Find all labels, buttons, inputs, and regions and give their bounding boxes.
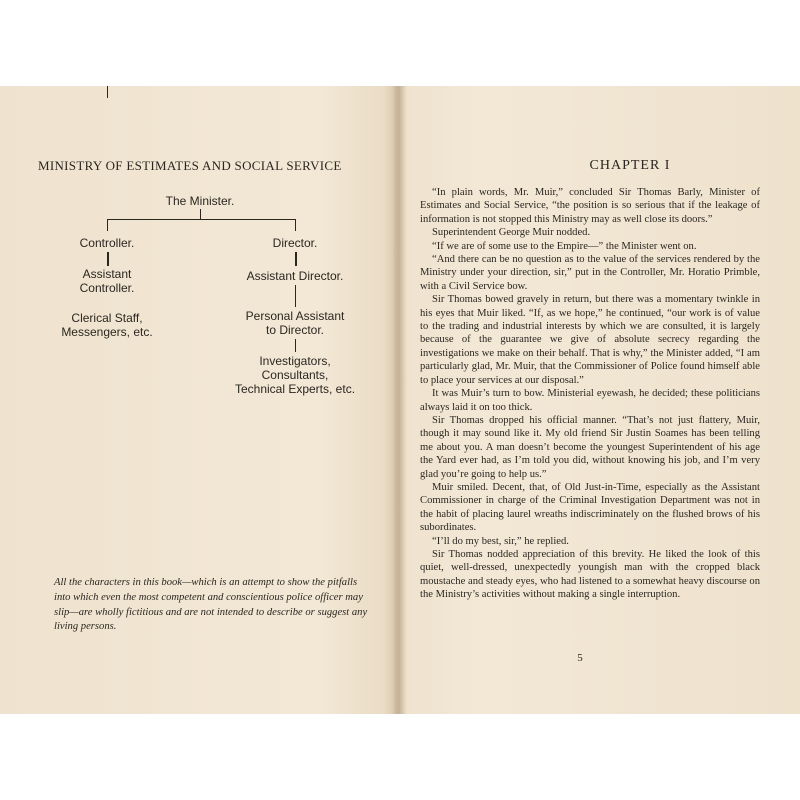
clerical-staff-line-1: Clerical Staff, xyxy=(71,311,143,325)
connector-branch xyxy=(107,219,295,220)
personal-assistant-line-1: Personal Assistant xyxy=(245,309,345,323)
connector-personal-assistant xyxy=(295,285,296,307)
connector-investigators xyxy=(295,339,296,352)
org-chart xyxy=(0,86,395,466)
org-node-personal-assistant xyxy=(235,309,355,337)
disclaimer-text: All the characters in this book—which is an attempt to show the pitfalls into which even the most competent and conscientious police officer may slip—are wholly fictitious and are not intended to describe or suggest any living persons. xyxy=(54,577,368,633)
connector-clerical xyxy=(107,86,108,98)
org-node-clerical-staff xyxy=(52,311,162,339)
paragraph: Muir smiled. Decent, that, of Old Just-in-Time, especially as the Assistant Commissioner in charge of the Criminal Investigation Department was not in the habit of placing laurel wreaths indiscriminately on the flushed brows of his subordinates. xyxy=(420,481,760,534)
investigators-line-1: Investigators, xyxy=(259,354,331,368)
assistant-controller-line-2: Controller. xyxy=(79,281,135,295)
right-page xyxy=(400,86,800,714)
assistant-controller-line-1: Assistant xyxy=(82,267,132,281)
page-number: 5 xyxy=(577,652,583,664)
org-node-minister: The Minister. xyxy=(165,194,235,208)
paragraph: “I’ll do my best, sir,” he replied. xyxy=(432,535,569,547)
chapter-heading: CHAPTER I xyxy=(589,158,671,173)
investigators-line-2: Consultants, xyxy=(261,368,329,382)
paragraph: Sir Thomas dropped his official manner. “That’s not just flattery, Muir, though it may sound like it. My old friend Sir Justin Soames has been telling me about you. A man doesn’t become the youngest Superintendent of his age the Yard ever had, as I’m told you did, without knowing his job, and I’m very glad you’re going to help us.” xyxy=(420,414,760,480)
left-page xyxy=(0,86,395,714)
chapter-body xyxy=(420,186,760,602)
org-node-director: Director. xyxy=(272,236,318,250)
clerical-staff-line-2: Messengers, etc. xyxy=(61,325,153,339)
connector-controller xyxy=(107,219,108,231)
investigators-line-3: Technical Experts, etc. xyxy=(234,382,356,396)
connector-director xyxy=(295,219,296,231)
paragraph: Superintendent George Muir nodded. xyxy=(432,227,591,239)
personal-assistant-line-2: to Director. xyxy=(265,323,325,337)
connector-minister xyxy=(200,209,201,219)
org-node-controller: Controller. xyxy=(79,236,135,250)
open-book xyxy=(0,86,800,714)
paragraph: Sir Thomas bowed gravely in return, but there was a momentary twinkle in his eyes that Muir liked. “If, as we hope,” he continued, “our work is of value to the trading and industrial interests by which we are consulted, it is largely because of the guarantee we give of absolute secrecy regarding the investigations we make on their behalf. That is why,” the Minister added, “I am particularly glad, Mr. Muir, that the Commissioner of Police found himself able to place your services at our disposal.” xyxy=(420,294,760,386)
connector-assistant-director xyxy=(295,252,297,266)
connector-assistant-controller xyxy=(107,252,109,266)
org-node-assistant-director: Assistant Director. xyxy=(246,269,344,283)
ministry-title: MINISTRY OF ESTIMATES AND SOCIAL SERVICE xyxy=(38,158,342,173)
paragraph: “If we are of some use to the Empire—” the Minister went on. xyxy=(432,240,697,252)
paragraph: It was Muir’s turn to bow. Ministerial eyewash, he decided; these politicians always laid it on too thick. xyxy=(420,388,760,413)
org-node-assistant-controller xyxy=(57,267,157,295)
paragraph: Sir Thomas nodded appreciation of this brevity. He liked the look of this quiet, well-dressed, unexpectedly youngish man with the cropped black moustache and steady eyes, who had listened to a somewhat heavy discourse on the Ministry’s activities without making a single interruption. xyxy=(420,548,760,601)
paragraph: “And there can be no question as to the value of the services rendered by the Ministry under your direction, sir,” put in the Controller, Mr. Horatio Primble, with a Civil Service bow. xyxy=(420,254,760,292)
org-node-investigators xyxy=(225,354,365,396)
paragraph: “In plain words, Mr. Muir,” concluded Sir Thomas Barly, Minister of Estimates and Social Service, “the position is so serious that if the leakage of information is not stopped this Ministry may as well close its doors.” xyxy=(420,187,760,225)
